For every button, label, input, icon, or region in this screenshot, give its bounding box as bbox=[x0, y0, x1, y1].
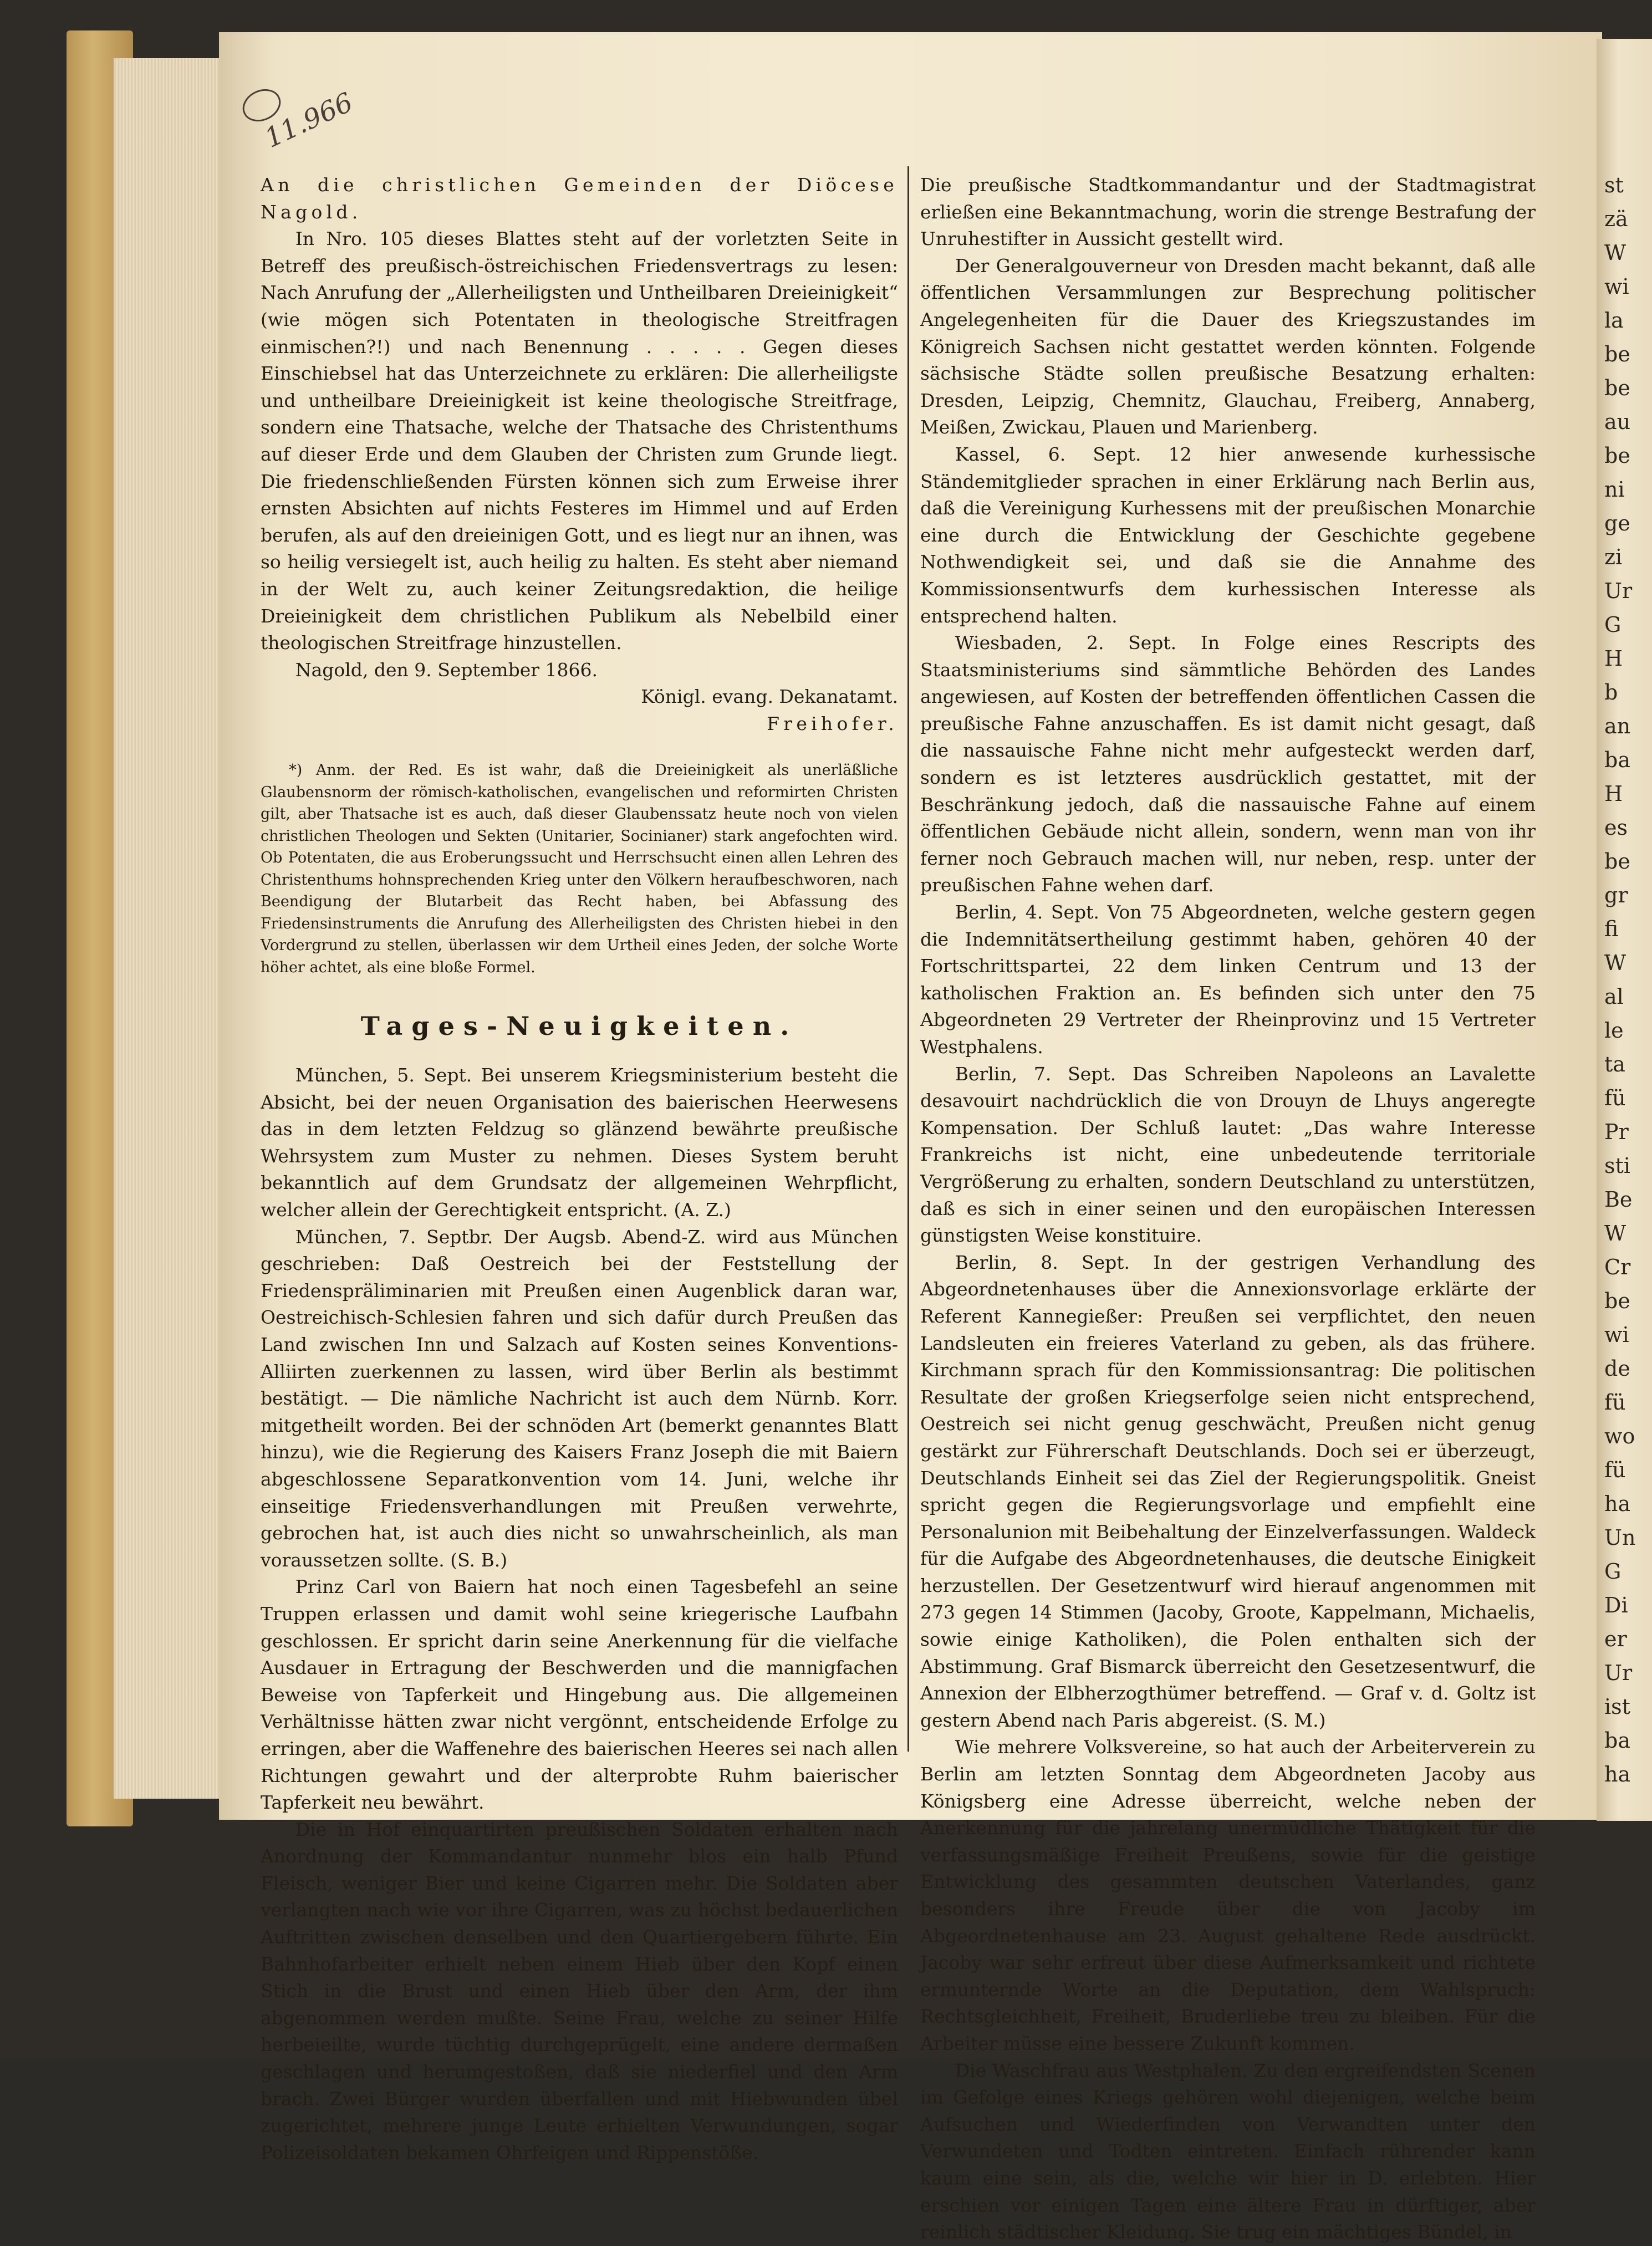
next-page-fragment: wo bbox=[1604, 1424, 1635, 1448]
signature-office: Königl. evang. Dekanatamt. bbox=[641, 686, 898, 708]
next-page-fragment: ta bbox=[1604, 1052, 1625, 1076]
next-page-fragment: er bbox=[1604, 1627, 1627, 1651]
paragraph: Prinz Carl von Baiern hat noch einen Tagesbefehl an seine Truppen erlassen und damit wohl seine kriegerische Laufbahn geschlossen. Er spricht darin seine Anerkennung für die vielfache Ausdauer in Ertragung der Beschwerden und die mannigfachen Beweise von Tapferkeit und Hingebung aus. Die allgemeinen Verhältnisse hätten zwar nicht vergönnt, entscheidende Erfolge zu erringen, aber die Waffenehre des baierischen Heeres sei nach allen Richtungen gewahrt und der alterprobte Ruhm baierischer Tapferkeit neu bewährt. bbox=[261, 1576, 898, 1814]
next-page-fragment: fü bbox=[1604, 1390, 1626, 1415]
shelfmark-text: 11.966 bbox=[260, 86, 358, 155]
paragraph: Berlin, 7. Sept. Das Schreiben Napoleons an Lavalette desavouirt nachdrücklich die von Drouyn de Lhuys angeregte Kompensation. Der Schluß lautet: „Das wahre Interesse Frankreichs ist nicht, eine unbedeutende territoriale Vergrößerung zu erhalten, sondern Deutschland zu unterstützen, daß es sich in einer seinen und den europäischen Interessen günstigsten Weise konstituire. bbox=[920, 1063, 1536, 1247]
next-page-fragment: fi bbox=[1604, 917, 1619, 941]
next-page-fragment: Ur bbox=[1604, 579, 1633, 603]
signature-block bbox=[261, 683, 898, 737]
next-page-fragment: wi bbox=[1604, 274, 1629, 299]
next-page-fragment: ha bbox=[1604, 1762, 1631, 1786]
next-page-fragment: H bbox=[1604, 646, 1623, 671]
next-page-fragment: be bbox=[1604, 1289, 1630, 1313]
paragraph: Die Waschfrau aus Westphalen. Zu den ergreifendsten Scenen im Gefolge eines Kriegs gehören wohl diejenigen, welche beim Aufsuchen und Wiederfinden von Verwandten unter den Verwundeten und Todten eintreten. Einfach rührender kann kaum eine sein, als die, welche wir hier in D. erlebten. Hier erschien vor einigen Tagen eine ältere Frau in dürftiger, aber reinlich städtischer Kleidung. Sie trug ein mächtiges Bündel, in bbox=[920, 2059, 1536, 2243]
next-page-fragment: sti bbox=[1604, 1153, 1630, 1178]
next-page-fragment: be bbox=[1604, 342, 1630, 366]
paragraph: Berlin, 8. Sept. In der gestrigen Verhandlung des Abgeordnetenhauses über die Annexionsvorlage erklärte der Referent Kannegießer: Preußen sei verpflichtet, den neuen Landsleuten ein freieres Vaterland zu geben, als das frühere. Kirchmann sprach für den Kommissionsantrag: Die politischen Resultate der großen Kriegserfolge seien nicht entsprechend, Oestreich sei nicht genug geschwächt, Preußen nicht genug gestärkt zur Führerschaft Deutschlands. Doch sei er überzeugt, Deutschlands Einheit sei das Ziel der Regierungspolitik. Gneist spricht gegen die Regierungsvorlage und empfiehlt eine Personalunion mit Beibehaltung der Einzelverfassungen. Waldeck für die Aufgabe des Abgeordnetenhauses, die deutsche Einigkeit herzustellen. Der Gesetzentwurf wird hierauf angenommen mit 273 gegen 14 Stimmen (Jacoby, Groote, Kappelmann, Michaelis, sowie einige Katholiken), die Polen enthalten sich der Abstimmung. Graf Bismarck überreicht den Gesetzesentwurf, die Annexion der Elbherzogthümer betreffend. — Graf v. d. Goltz ist gestern Abend nach Paris abgereist. (S. M.) bbox=[920, 1251, 1536, 1731]
column-rule bbox=[907, 166, 909, 1752]
next-page-fragment: W bbox=[1604, 241, 1626, 265]
next-page-fragment: zä bbox=[1604, 207, 1628, 231]
signature-name: Freihofer. bbox=[767, 712, 898, 734]
next-page-fragment: b bbox=[1604, 680, 1618, 705]
article-title: An die christlichen Gemeinden der Diöcese Nagold. bbox=[261, 174, 898, 223]
next-page-fragment: au bbox=[1604, 410, 1631, 434]
next-page-fragment: le bbox=[1604, 1018, 1624, 1043]
next-page-fragment: ist bbox=[1604, 1694, 1630, 1719]
next-page-fragment: gr bbox=[1604, 883, 1628, 907]
next-page-fragment: Un bbox=[1604, 1525, 1636, 1550]
next-page-fragment: zi bbox=[1604, 545, 1623, 569]
next-page-fragment: de bbox=[1604, 1356, 1630, 1381]
right-column bbox=[920, 172, 1536, 2246]
next-page-fragment: fü bbox=[1604, 1458, 1626, 1482]
next-page-fragment: ni bbox=[1604, 477, 1625, 502]
next-page-fragment: st bbox=[1604, 173, 1624, 197]
next-page-fragment: G bbox=[1604, 1559, 1622, 1584]
paragraph: Der Generalgouverneur von Dresden macht bekannt, daß alle öffentlichen Versammlungen zur Besprechung politischer Angelegenheiten für die Dauer des Kriegszustandes im Königreich Sachsen nicht gestattet werden könnten. Folgende sächsische Städte sollen preußische Besatzung erhalten: Dresden, Leipzig, Chemnitz, Glauchau, Freiberg, Annaberg, Meißen, Zwickau, Plauen und Marienberg. bbox=[920, 254, 1536, 438]
next-page-fragment: al bbox=[1604, 984, 1624, 1009]
next-page-fragment: W bbox=[1604, 951, 1626, 975]
next-page-fragment: ha bbox=[1604, 1492, 1631, 1516]
paragraph: Berlin, 4. Sept. Von 75 Abgeordneten, welche gestern gegen die Indemnitätsertheilung gestimmt haben, gehören 40 der Fortschrittspartei, 22 dem linken Centrum und 13 der katholischen Fraktion an. Es befinden sich unter den 75 Abgeordneten 29 Vertreter der Rheinprovinz und 15 Vertreter Westphalens. bbox=[920, 901, 1536, 1058]
editor-note: *) Anm. der Red. Es ist wahr, daß die Dreieinigkeit als unerläßliche Glaubensnorm der römisch-katholischen, evangelischen und reformirten Christen gilt, aber Thatsache ist es auch, daß dieser Glaubenssatz heute noch von vielen christlichen Theologen und Sekten (Unitarier, Socinianer) stark angefochten wird. Ob Potentaten, die aus Eroberungssucht und Herrschsucht einen allen Lehren des Christenthums hohnsprechenden Krieg unter den Völkern heraufbeschworen, nach Beendigung der Blutarbeit das Recht haben, bei Abfassung des Friedensinstruments die Anrufung des Allerheiligsten des Christen hiebei in den Vordergrund zu stellen, überlassen wir dem Urtheil eines Jeden, der solche Worte höher achtet, als eine bloße Formel. bbox=[261, 762, 898, 976]
next-page-fragment: be bbox=[1604, 849, 1630, 874]
next-page-fragment: ge bbox=[1604, 511, 1630, 535]
left-column bbox=[261, 172, 898, 2166]
paragraph: München, 7. Septbr. Der Augsb. Abend-Z. wird aus München geschrieben: Daß Oestreich bei der Feststellung der Friedenspräliminarien mit Preußen einen Augenblick daran war, Oestreichisch-Schlesien fahren und sich dafür durch Preußen das Land zwischen Inn und Salzach auf Kosten seines Konventions-Alliirten zuerkennen zu lassen, wird über Berlin als bestimmt bestätigt. — Die nämliche Nachricht ist auch dem Nürnb. Korr. mitgetheilt worden. Bei der schnöden Art (bemerkt genanntes Blatt hinzu), wie die Regierung des Kaisers Franz Joseph die mit Baiern abgeschlossene Separatkonvention vom 14. Juni, welche ihr einseitige Friedensverhandlungen mit Preußen verwehrte, gebrochen hat, ist auch dies nicht so unwahrscheinlich, als man voraussetzen sollte. (S. B.) bbox=[261, 1226, 898, 1571]
next-page-fragment: H bbox=[1604, 782, 1623, 806]
handwritten-shelfmark bbox=[233, 67, 358, 161]
paragraph: Wie mehrere Volksvereine, so hat auch der Arbeiterverein zu Berlin am letzten Sonntag dem Abgeordneten Jacoby aus Königsberg eine Adresse überreicht, welche neben der Anerkennung für die jahrelang unermüdliche Thätigkeit für die verfassungsmäßige Freiheit Preußens, sowie für die geistige Entwicklung des gesammten deutschen Vaterlandes, ganz besonders ihre Freude über die von Jacoby im Abgeordnetenhause am 23. August gehaltene Rede ausdrückt. Jacoby war sehr erfreut über diese Aufmerksamkeit und richtete ermunternde Worte an die Deputation, dem Wahlspruch: Rechtsgleichheit, Freiheit, Bruderliebe treu zu bleiben. Für die Arbeiter müsse eine bessere Zukunft kommen. bbox=[920, 1736, 1536, 2054]
paragraph: Die in Hof einquartirten preußischen Soldaten erhalten nach Anordnung der Kommandantur nunmehr blos ein halb Pfund Fleisch, weniger Bier und keine Cigarren mehr. Die Soldaten aber verlangten nach wie vor ihre Cigarren, was zu höchst bedauerlichen Auftritten zwischen denselben und den Quartiergebern führte. Ein Bahnhofarbeiter erhielt neben einem Hieb über den Kopf einen Stich in die Brust und einen Hieb über den Arm, der ihm abgenommen werden mußte. Seine Frau, welche zu seiner Hilfe herbeieilte, wurde tüchtig durchgeprügelt, eine andere dermaßen geschlagen und herumgestoßen, daß sie niederfiel und den Arm brach. Zwei Bürger wurden überfallen und mit Hiebwunden übel zugerichtet, mehrere junge Leute erhielten Verwundungen, sogar Polizeisoldaten bekamen Ohrfeigen und Rippenstöße. bbox=[261, 1818, 898, 2163]
next-page-fragment: an bbox=[1604, 714, 1631, 738]
page-stack-edges bbox=[114, 58, 230, 1799]
next-page-fragment: Be bbox=[1604, 1187, 1633, 1212]
paragraph: Kassel, 6. Sept. 12 hier anwesende kurhessische Ständemitglieder sprachen in einer Erklärung nach Berlin aus, daß die Vereinigung Kurhessens mit der preußischen Monarchie eine durch die Entwicklung der Geschichte gegebene Nothwendigkeit sei, und daß sie die Annahme des Kommissionsentwurfs dem kurhessischen Interesse als entsprechend halten. bbox=[920, 443, 1536, 627]
next-page-fragment: be bbox=[1604, 443, 1630, 468]
section-heading: Tages-Neuigkeiten. bbox=[360, 1011, 798, 1042]
next-page-fragment: W bbox=[1604, 1221, 1626, 1245]
next-page-fragment: Pr bbox=[1604, 1120, 1629, 1144]
dateline: Nagold, den 9. September 1866. bbox=[295, 659, 598, 681]
next-page-fragment: Cr bbox=[1604, 1255, 1631, 1279]
next-page-fragment: G bbox=[1604, 612, 1622, 637]
next-page-fragment: la bbox=[1604, 308, 1624, 333]
paragraph: München, 5. Sept. Bei unserem Kriegsministerium besteht die Absicht, bei der neuen Organisation des baierischen Heerwesens das in dem letzten Feldzug so glänzend bewährte preußische Wehrsystem zum Muster zu nehmen. Dieses System beruht bekanntlich auf dem Grundsatz der allgemeinen Wehrpflicht, welcher allein der Gerechtigkeit entspricht. (A. Z.) bbox=[261, 1064, 898, 1221]
paragraph: In Nro. 105 dieses Blattes steht auf der vorletzten Seite in Betreff des preußisch-östreichischen Friedensvertrags zu lesen: Nach Anrufung der „Allerheiligsten und Untheilbaren Dreieinigkeit“ (wie mögen sich Potentaten in theologische Streitfragen einmischen?!) und nach Benennung . . . . . Gegen dieses Einschiebsel hat das Unterzeichnete zu erklären: Die allerheiligste und untheilbare Dreieinigkeit ist keine theologische Streitfrage, sondern eine Thatsache, welche der Thatsache des Christenthums auf dieser Erde und dem Glauben der Christen zum Grunde liegt. Die friedenschließenden Fürsten können sich zum Erweise ihrer ernsten Absichten auf nichts Festeres im Himmel und auf Erden berufen, als auf den dreieinigen Gott, und es liegt nur an ihnen, was so heilig versiegelt ist, auch heilig zu halten. Es steht aber niemand in der Welt zu, auch keiner Zeitungsredaktion, die heilige Dreieinigkeit dem christlichen Publikum als Nebelbild einer theologischen Streitfrage hinzustellen. bbox=[261, 228, 898, 654]
paragraph: Die preußische Stadtkommandantur und der Stadtmagistrat erließen eine Bekanntmachung, worin die strenge Bestrafung der Unruhestifter in Aussicht gestellt wird. bbox=[920, 174, 1536, 250]
next-page-fragment: fü bbox=[1604, 1086, 1626, 1110]
next-page-fragment: ba bbox=[1604, 1728, 1630, 1753]
next-page-fragment: Di bbox=[1604, 1593, 1628, 1617]
next-page-fragment: be bbox=[1604, 376, 1630, 400]
next-page-fragment: es bbox=[1604, 815, 1628, 840]
next-page-fragment: wi bbox=[1604, 1323, 1629, 1347]
paragraph: Wiesbaden, 2. Sept. In Folge eines Rescripts des Staatsministeriums sind sämmtliche Behörden des Landes angewiesen, auf Kosten der betreffenden öffentlichen Cassen die preußische Fahne anzuschaffen. Es ist damit nicht gesagt, daß die nassauische Fahne nicht mehr aufgesteckt werden darf, sondern es ist letzteres ausdrücklich gestattet, mit der Beschränkung jedoch, daß die nassauische Fahne auf einem öffentlichen Gebäude nicht allein, sondern, wenn man von ihr ferner noch Gebrauch machen will, nur neben, resp. unter der preußischen Fahne wehen darf. bbox=[920, 632, 1536, 896]
next-page-fragment: Ur bbox=[1604, 1661, 1633, 1685]
facing-page-edge bbox=[1597, 39, 1652, 1821]
next-page-fragment: ba bbox=[1604, 748, 1630, 772]
